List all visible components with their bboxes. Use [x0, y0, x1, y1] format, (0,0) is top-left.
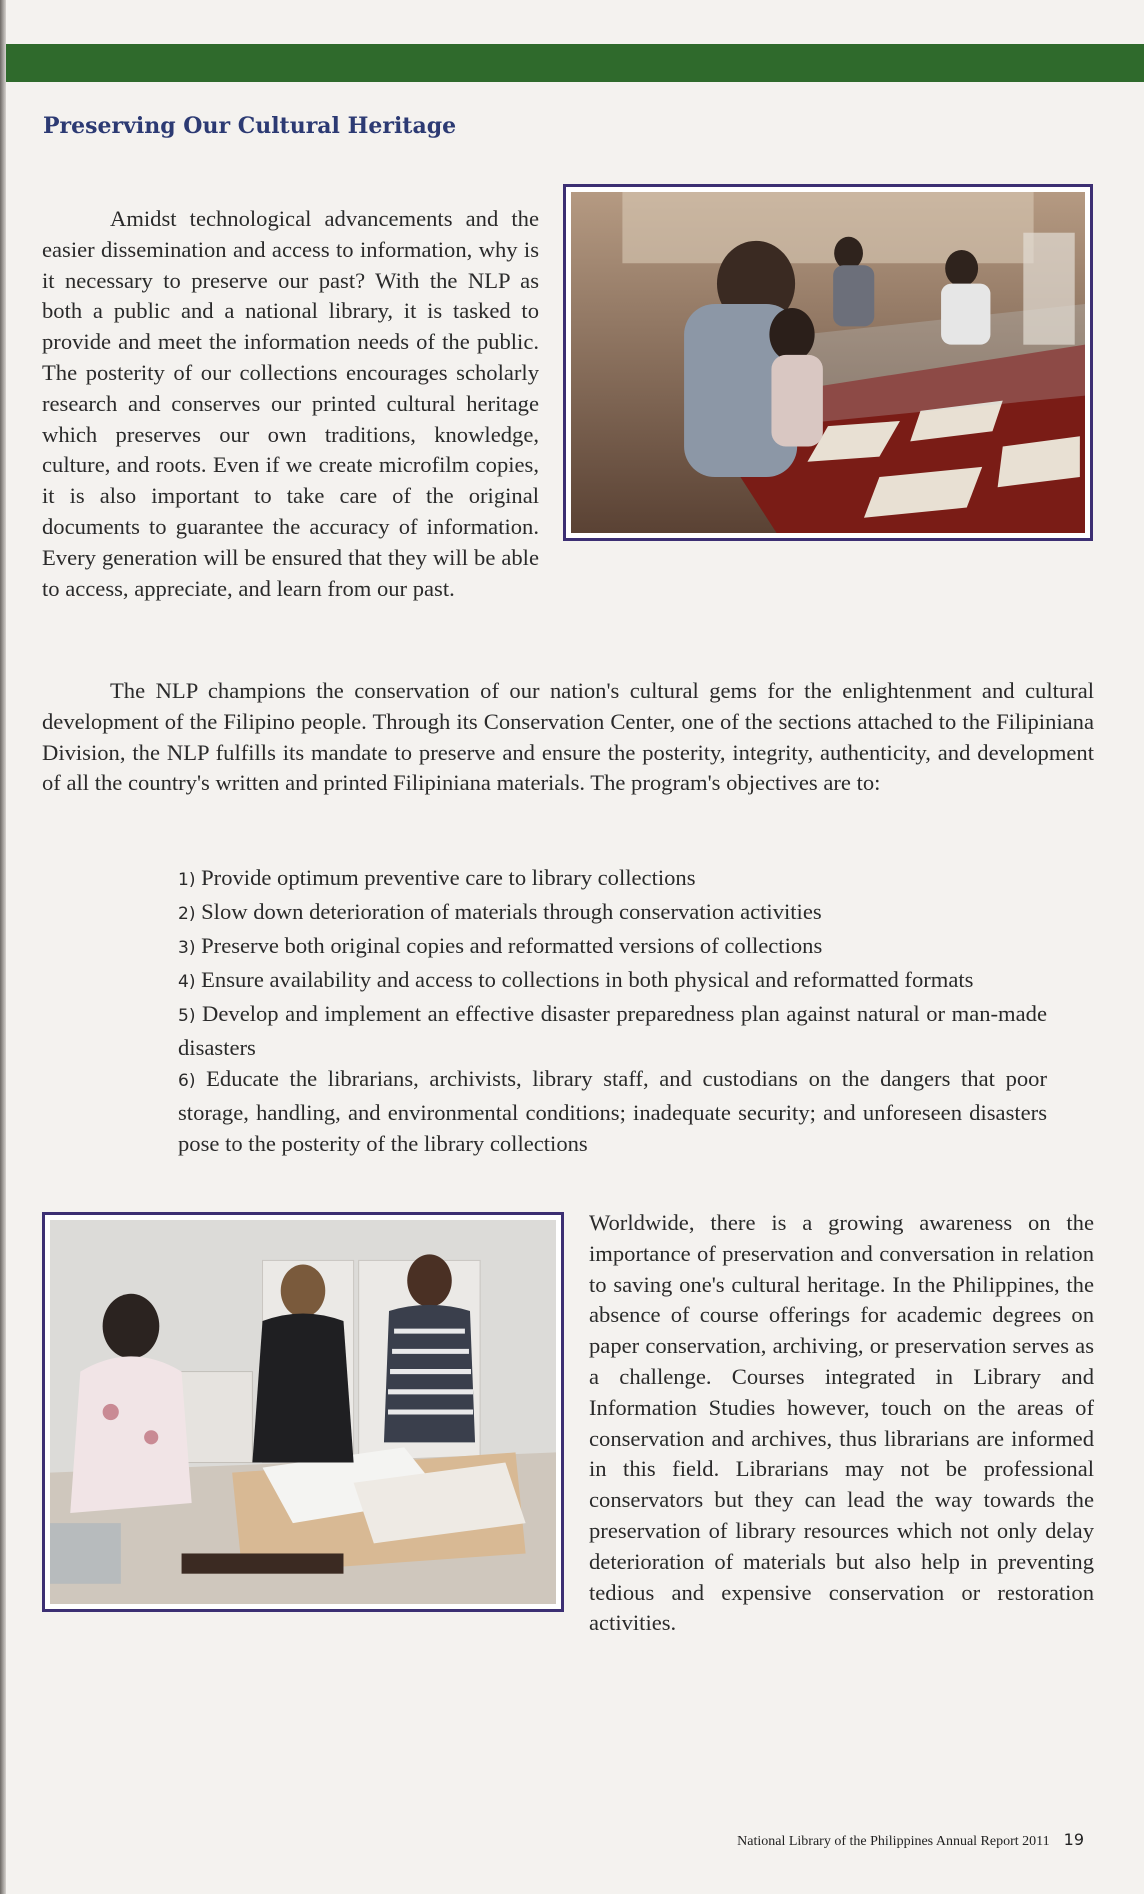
list-item: 3) Preserve both original copies and reformatted versions of collections	[178, 933, 823, 958]
worldwide-paragraph	[42, 1208, 1094, 1639]
list-item: 6) Educate the librarians, archivists, library staff, and custodians on the dangers that poor storage, handling, and environmental conditions; inadequate security; and unforeseen disasters pose to the posterity of the library collections	[178, 1066, 1047, 1156]
exhibit-photo-image	[571, 192, 1085, 533]
page-footer	[737, 1830, 1084, 1850]
page-spine-shadow	[0, 0, 6, 1894]
exhibit-photo	[563, 184, 1093, 541]
conservators-photo-image	[50, 1220, 556, 1604]
header-accent-bar	[6, 44, 1144, 82]
page-title: Preserving Our Cultural Heritage	[43, 113, 457, 139]
list-item: 4) Ensure availability and access to collections in both physical and reformatted formats	[178, 967, 974, 992]
publication-name: National Library of the Philippines Annual Report 2011	[737, 1834, 1050, 1849]
intro-text: Amidst technological advancements and the easier dissemination and access to information, why is it necessary to preserve our past? With the NLP as both a public and a national library, it is tasked to provide and meet the information needs of the public. The posterity of our collections encourages scholarly research and conserves our printed cultural heritage which preserves our own traditions, knowledge, culture, and roots. Even if we create microfilm copies, it is also important to take care of the original documents to guarantee the accuracy of information. Every generation will be ensured that they will be able to access, appreciate, and learn from our past.	[42, 206, 539, 601]
list-item: 2) Slow down deterioration of materials through conservation activities	[178, 899, 822, 924]
page-number: 19	[1063, 1830, 1084, 1849]
worldwide-text: Worldwide, there is a growing awareness on the importance of preservation and conversation in relation to saving one's cultural heritage. In the Philippines, the absence of course offerings for academic degrees on paper conservation, archiving, or preservation serves as a challenge. Courses integrated in Library and Information Studies however, touch on the areas of conservation and archives, thus librarians are informed in this field. Librarians may not be professional conservators but they can lead the way towards the preservation of library resources which not only delay deterioration of materials but also help in preventing tedious and expensive conservation or restoration activities.	[589, 1210, 1094, 1636]
list-item: 5) Develop and implement an effective disaster preparedness plan against natural or man-made disasters	[178, 1001, 1047, 1060]
conservation-paragraph: The NLP champions the conservation of our nation's cultural gems for the enlightenment and cultural development of the Filipino people. Through its Conservation Center, one of the sections attached to the Filipiniana Division, the NLP fulfills its mandate to preserve and ensure the posterity, integrity, authenticity, and development of all the country's written and printed Filipiniana materials. The program's objectives are to:	[42, 678, 1094, 796]
intro-paragraph	[42, 204, 1093, 604]
list-item: 1) Provide optimum preventive care to library collections	[178, 865, 696, 890]
conservators-photo	[42, 1212, 564, 1612]
objectives-list	[178, 862, 1047, 1159]
